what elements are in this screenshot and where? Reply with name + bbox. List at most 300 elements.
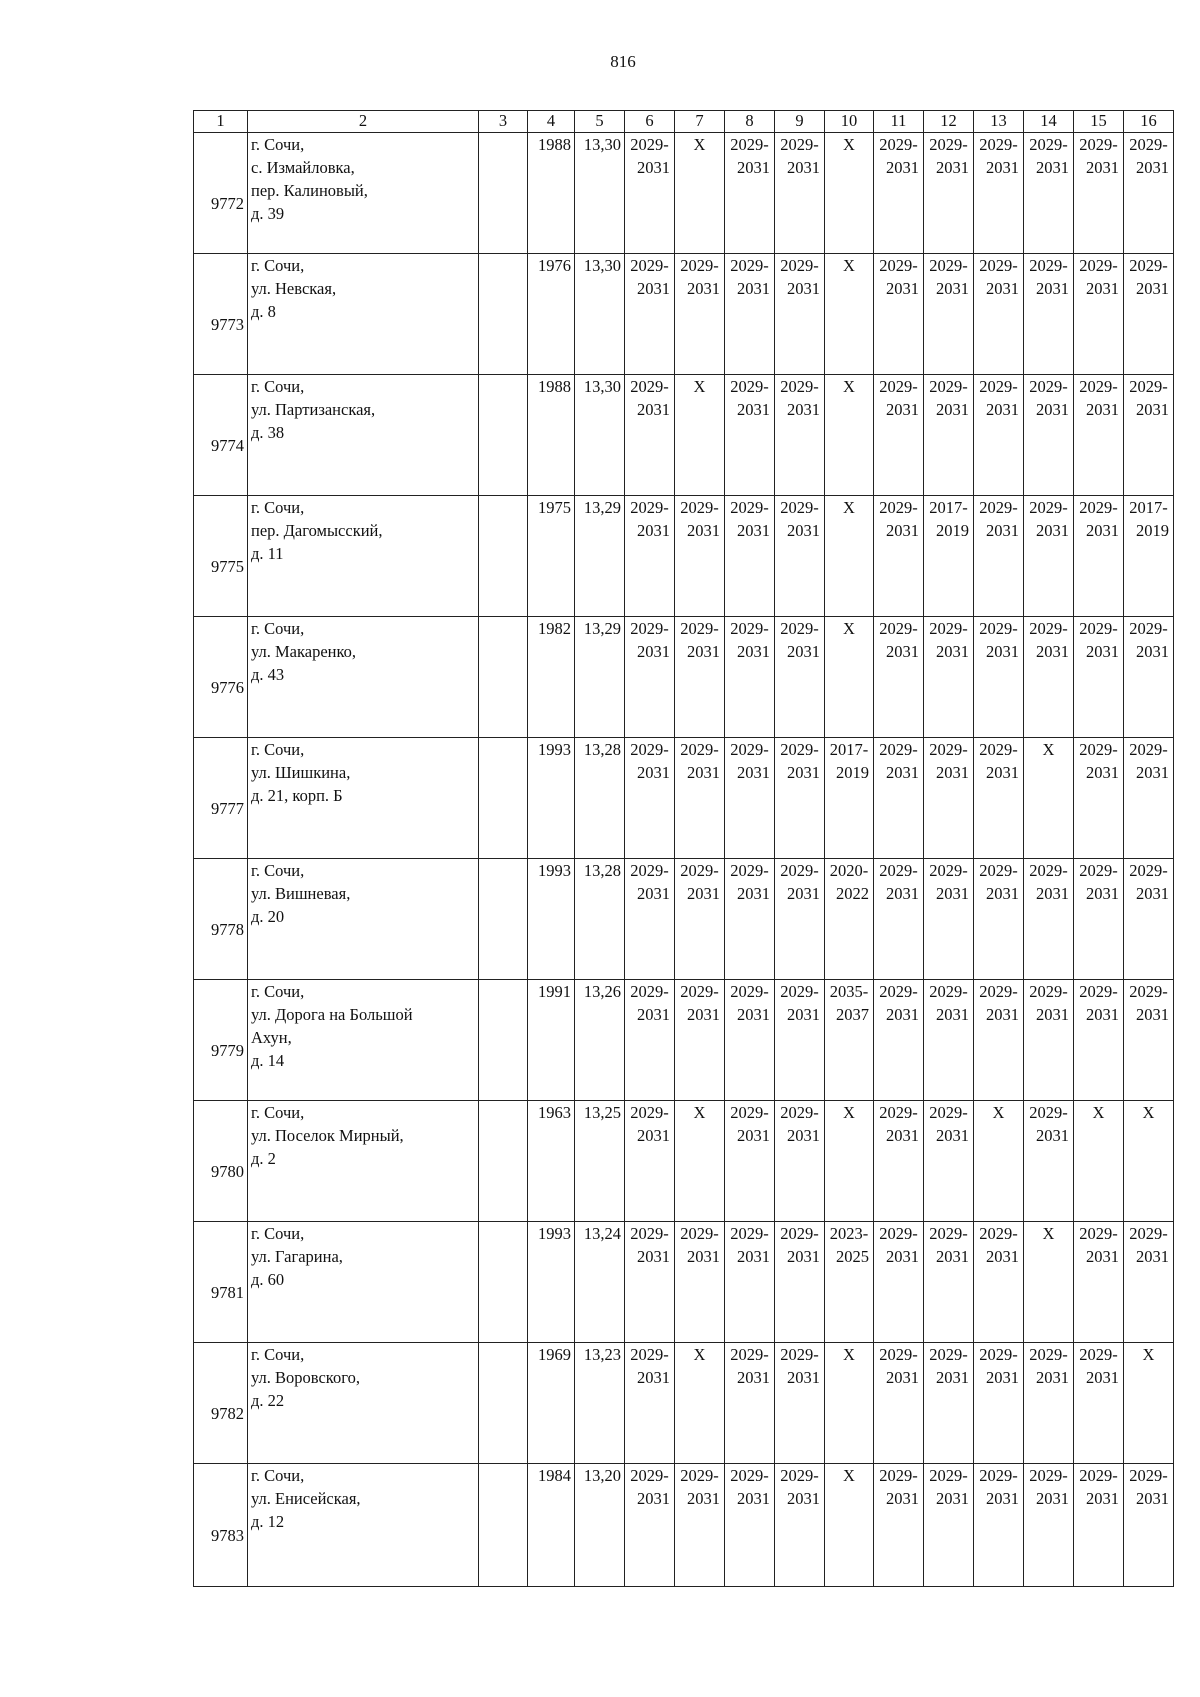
value-cell [575, 980, 625, 1101]
column-3-cell [479, 617, 528, 738]
period-line: 2031 [1036, 884, 1069, 903]
period-cell [725, 375, 775, 496]
period-line: 2029- [780, 1224, 819, 1243]
value-cell [575, 375, 625, 496]
period-cell [924, 1222, 974, 1343]
period-line: 2031 [936, 763, 969, 782]
period-line: 2029- [929, 135, 968, 154]
row-number: 9773 [211, 314, 244, 334]
period-line: 2029- [929, 1103, 968, 1122]
address-line: ул. Партизанская, [251, 400, 376, 419]
row-number: 9776 [211, 677, 244, 697]
period-line: 2029- [780, 619, 819, 638]
period-line: 2029- [630, 982, 669, 1001]
column-number-header-row [194, 111, 1174, 133]
period-line: X [1092, 1103, 1105, 1122]
table-row [194, 1222, 1174, 1343]
period-cell [675, 738, 725, 859]
period-line: 2029- [780, 135, 819, 154]
period-line: 2019 [836, 763, 869, 782]
address-line: д. 12 [251, 1512, 285, 1531]
address-line: г. Сочи, [251, 1103, 305, 1122]
period-line: 2029- [730, 619, 769, 638]
period-cell [974, 1464, 1024, 1587]
value-cell [575, 1222, 625, 1343]
period-line: 2031 [687, 1247, 720, 1266]
period-line: 2031 [1136, 279, 1169, 298]
numeric-value: 13,28 [583, 740, 621, 759]
period-line: 2031 [936, 158, 969, 177]
period-line: 2031 [737, 279, 770, 298]
year-value: 1988 [538, 135, 571, 154]
period-cell [1074, 254, 1124, 375]
address-line: ул. Гагарина, [251, 1247, 343, 1266]
period-line: 2029- [630, 1466, 669, 1485]
period-cell [625, 859, 675, 980]
period-line: 2031 [637, 884, 670, 903]
period-cell [874, 738, 924, 859]
period-line: 2029- [1029, 982, 1068, 1001]
period-line: 2029- [1029, 861, 1068, 880]
period-line: 2035- [829, 982, 869, 1001]
period-line: 2031 [787, 884, 820, 903]
period-line: 2031 [637, 279, 670, 298]
period-line: 2029- [630, 1103, 669, 1122]
numeric-value: 13,20 [583, 1466, 621, 1485]
period-line: 2029- [1079, 861, 1118, 880]
address-line: д. 38 [251, 423, 285, 442]
period-cell [675, 254, 725, 375]
period-line: 2029- [780, 1345, 819, 1364]
column-header: 15 [1074, 111, 1124, 133]
value-cell [575, 254, 625, 375]
table-row [194, 617, 1174, 738]
address-line: д. 22 [251, 1391, 285, 1410]
address-line: д. 43 [251, 665, 285, 684]
period-cell [1124, 1101, 1174, 1222]
period-cell [974, 738, 1024, 859]
address-cell [248, 254, 479, 375]
period-cell [725, 738, 775, 859]
period-line: 2031 [986, 279, 1019, 298]
address-line: г. Сочи, [251, 619, 305, 638]
column-header: 10 [825, 111, 874, 133]
period-line: 2029- [929, 1224, 968, 1243]
row-number: 9779 [211, 1040, 244, 1060]
period-line: 2031 [936, 1368, 969, 1387]
period-cell [725, 859, 775, 980]
numeric-value: 13,29 [583, 498, 621, 517]
period-cell [625, 254, 675, 375]
period-cell [874, 496, 924, 617]
period-line: 2029- [780, 740, 819, 759]
period-cell [1124, 254, 1174, 375]
address-line: ул. Енисейская, [251, 1489, 361, 1508]
period-line: 2029- [879, 740, 918, 759]
period-line: 2031 [637, 763, 670, 782]
period-line: 2029- [1079, 619, 1118, 638]
period-line: 2031 [886, 1005, 919, 1024]
housing-register-table [193, 110, 1174, 1587]
period-line: 2031 [637, 521, 670, 540]
table-row [194, 980, 1174, 1101]
period-line: 2031 [637, 400, 670, 419]
period-cell [874, 1222, 924, 1343]
row-number: 9780 [211, 1161, 244, 1181]
value-cell [575, 496, 625, 617]
period-line: 2031 [1086, 400, 1119, 419]
table-row [194, 1464, 1174, 1587]
period-cell [725, 496, 775, 617]
period-line: 2031 [886, 1126, 919, 1145]
address-line: д. 11 [251, 544, 284, 563]
period-cell [775, 375, 825, 496]
table-row [194, 133, 1174, 254]
address-line: г. Сочи, [251, 861, 305, 880]
address-line: ул. Макаренко, [251, 642, 357, 661]
address-line: ул. Поселок Мирный, [251, 1126, 404, 1145]
period-line: 2029- [1079, 982, 1118, 1001]
period-cell [1024, 1343, 1074, 1464]
period-line: 2029- [1029, 1103, 1068, 1122]
period-line: 2029- [929, 982, 968, 1001]
register-body [194, 133, 1174, 1587]
table-row [194, 496, 1174, 617]
period-line: 2031 [687, 884, 720, 903]
period-cell [625, 1101, 675, 1222]
period-cell [1024, 980, 1074, 1101]
period-cell [625, 738, 675, 859]
period-cell [775, 133, 825, 254]
period-line: 2031 [886, 884, 919, 903]
period-line: X [1042, 1224, 1055, 1243]
row-number: 9783 [211, 1525, 244, 1545]
period-line: 2031 [1036, 642, 1069, 661]
period-line: 2031 [1036, 400, 1069, 419]
period-line: 2029- [1029, 619, 1068, 638]
period-line: 2029- [630, 740, 669, 759]
period-line: 2029- [730, 861, 769, 880]
period-line: 2031 [1036, 1489, 1069, 1508]
column-3-cell [479, 133, 528, 254]
period-cell [974, 496, 1024, 617]
period-line: 2031 [886, 642, 919, 661]
period-cell [775, 496, 825, 617]
period-line: 2029- [1029, 135, 1068, 154]
period-line: 2031 [1036, 1126, 1069, 1145]
period-line: 2029- [680, 1466, 719, 1485]
row-number-cell [194, 1343, 248, 1464]
period-line: 2029- [1029, 377, 1068, 396]
period-line: 2029- [630, 135, 669, 154]
row-number-cell [194, 859, 248, 980]
column-header: 16 [1124, 111, 1174, 133]
period-line: 2029- [879, 982, 918, 1001]
period-line: 2019 [936, 521, 969, 540]
period-cell [1024, 496, 1074, 617]
period-line: 2029- [979, 1224, 1018, 1243]
period-line: 2029- [979, 982, 1018, 1001]
row-number: 9781 [211, 1282, 244, 1302]
period-line: 2029- [680, 256, 719, 275]
period-cell [825, 980, 874, 1101]
period-line: 2029- [730, 135, 769, 154]
period-line: 2029- [1079, 135, 1118, 154]
period-line: 2031 [1136, 400, 1169, 419]
period-line: 2029- [1079, 256, 1118, 275]
table-row [194, 254, 1174, 375]
table-row [194, 859, 1174, 980]
period-line: 2029- [730, 498, 769, 517]
row-number-cell [194, 738, 248, 859]
year-cell [528, 375, 575, 496]
period-cell [675, 859, 725, 980]
period-line: 2031 [886, 1247, 919, 1266]
period-line: 2029- [1129, 982, 1168, 1001]
period-line: 2031 [1086, 1005, 1119, 1024]
period-cell [974, 133, 1024, 254]
period-cell [675, 1464, 725, 1587]
period-line: 2031 [886, 158, 919, 177]
period-line: 2031 [1136, 1247, 1169, 1266]
period-line: 2031 [737, 1126, 770, 1145]
year-cell [528, 133, 575, 254]
period-line: 2031 [936, 884, 969, 903]
period-line: 2031 [787, 1005, 820, 1024]
year-cell [528, 254, 575, 375]
period-cell [974, 375, 1024, 496]
period-line: 2031 [787, 521, 820, 540]
period-line: 2031 [787, 1247, 820, 1266]
period-line: 2031 [737, 521, 770, 540]
period-cell [974, 980, 1024, 1101]
period-line: 2029- [630, 256, 669, 275]
period-line: 2037 [836, 1005, 869, 1024]
period-cell [1074, 496, 1124, 617]
period-line: 2029- [1079, 1345, 1118, 1364]
period-line: 2029- [929, 1345, 968, 1364]
period-cell [675, 1343, 725, 1464]
year-value: 1991 [538, 982, 571, 1001]
table-row [194, 1101, 1174, 1222]
column-3-cell [479, 859, 528, 980]
period-line: 2029- [680, 861, 719, 880]
column-3-cell [479, 375, 528, 496]
numeric-value: 13,28 [583, 861, 621, 880]
period-line: 2031 [737, 400, 770, 419]
period-cell [924, 254, 974, 375]
period-line: 2029- [879, 256, 918, 275]
period-line: 2031 [1086, 1489, 1119, 1508]
period-line: 2031 [1136, 884, 1169, 903]
period-cell [775, 617, 825, 738]
period-cell [924, 859, 974, 980]
period-line: 2029- [730, 377, 769, 396]
period-line: 2017- [1129, 498, 1168, 517]
row-number: 9778 [211, 919, 244, 939]
value-cell [575, 1343, 625, 1464]
period-cell [924, 980, 974, 1101]
period-line: 2019 [1136, 521, 1169, 540]
period-cell [675, 375, 725, 496]
period-line: 2029- [979, 740, 1018, 759]
period-cell [924, 496, 974, 617]
period-line: 2029- [1129, 135, 1168, 154]
period-line: 2029- [879, 135, 918, 154]
period-line: 2029- [979, 135, 1018, 154]
period-line: 2031 [886, 1368, 919, 1387]
period-line: 2031 [737, 1247, 770, 1266]
value-cell [575, 738, 625, 859]
period-cell [1124, 859, 1174, 980]
table-row [194, 375, 1174, 496]
period-cell [625, 133, 675, 254]
row-number-cell [194, 496, 248, 617]
period-line: 2031 [986, 158, 1019, 177]
numeric-value: 13,30 [583, 377, 621, 396]
year-value: 1988 [538, 377, 571, 396]
period-line: 2029- [1129, 619, 1168, 638]
period-line: 2031 [787, 1489, 820, 1508]
address-line: д. 60 [251, 1270, 285, 1289]
numeric-value: 13,23 [583, 1345, 621, 1364]
period-line: 2031 [886, 400, 919, 419]
period-cell [974, 1343, 1024, 1464]
row-number: 9772 [211, 193, 244, 213]
period-line: 2031 [637, 1005, 670, 1024]
period-line: 2017- [929, 498, 968, 517]
period-line: 2029- [730, 1345, 769, 1364]
period-line: 2029- [680, 1224, 719, 1243]
year-cell [528, 1101, 575, 1222]
period-cell [675, 496, 725, 617]
period-line: 2029- [630, 861, 669, 880]
period-line: 2031 [936, 279, 969, 298]
address-line: г. Сочи, [251, 740, 305, 759]
numeric-value: 13,30 [583, 256, 621, 275]
period-line: 2031 [737, 884, 770, 903]
period-line: 2029- [929, 861, 968, 880]
period-cell [924, 1343, 974, 1464]
column-3-cell [479, 980, 528, 1101]
period-cell [1124, 617, 1174, 738]
period-cell [1074, 1222, 1124, 1343]
period-line: X [843, 135, 855, 154]
period-line: 2031 [1136, 1005, 1169, 1024]
row-number: 9775 [211, 556, 244, 576]
period-line: 2029- [879, 1224, 918, 1243]
column-header: 4 [528, 111, 575, 133]
value-cell [575, 1464, 625, 1587]
year-value: 1993 [538, 740, 571, 759]
address-cell [248, 375, 479, 496]
period-line: 2022 [836, 884, 869, 903]
period-cell [924, 133, 974, 254]
column-header: 3 [479, 111, 528, 133]
period-line: 2029- [780, 861, 819, 880]
period-line: X [693, 1345, 706, 1364]
period-line: 2031 [637, 1489, 670, 1508]
address-cell [248, 738, 479, 859]
year-value: 1984 [538, 1466, 571, 1485]
year-cell [528, 1222, 575, 1343]
period-line: 2031 [737, 642, 770, 661]
period-cell [625, 980, 675, 1101]
period-line: 2029- [979, 1466, 1018, 1485]
period-cell [825, 1101, 874, 1222]
period-line: 2029- [879, 861, 918, 880]
period-line: 2031 [787, 763, 820, 782]
period-cell [1124, 496, 1174, 617]
period-cell [1074, 375, 1124, 496]
period-cell [1074, 738, 1124, 859]
period-line: 2029- [680, 740, 719, 759]
row-number-cell [194, 1464, 248, 1587]
address-line: ул. Воровского, [251, 1368, 360, 1387]
period-cell [974, 859, 1024, 980]
period-cell [1074, 859, 1124, 980]
period-cell [1124, 738, 1174, 859]
row-number: 9774 [211, 435, 244, 455]
address-line: г. Сочи, [251, 982, 305, 1001]
period-cell [1074, 1343, 1124, 1464]
period-cell [825, 254, 874, 375]
period-line: 2031 [1036, 158, 1069, 177]
row-number: 9782 [211, 1403, 244, 1423]
period-line: 2029- [979, 256, 1018, 275]
period-line: 2031 [1086, 521, 1119, 540]
period-line: 2031 [687, 1005, 720, 1024]
period-line: 2031 [1136, 158, 1169, 177]
period-line: 2031 [787, 279, 820, 298]
address-cell [248, 1101, 479, 1222]
period-line: 2031 [986, 1489, 1019, 1508]
period-line: 2029- [1079, 498, 1118, 517]
period-cell [725, 1222, 775, 1343]
period-line: X [693, 135, 706, 154]
address-cell [248, 1343, 479, 1464]
period-cell [725, 980, 775, 1101]
period-cell [775, 254, 825, 375]
period-line: 2029- [680, 619, 719, 638]
period-line: 2029- [929, 1466, 968, 1485]
period-line: 2031 [737, 1368, 770, 1387]
address-line: ул. Невская, [251, 279, 337, 298]
address-line: пер. Калиновый, [251, 181, 368, 200]
address-line: ул. Вишневая, [251, 884, 351, 903]
column-3-cell [479, 496, 528, 617]
year-value: 1963 [538, 1103, 571, 1122]
period-line: 2029- [979, 1345, 1018, 1364]
period-line: 2029- [1129, 256, 1168, 275]
address-line: г. Сочи, [251, 1466, 305, 1485]
period-cell [874, 1101, 924, 1222]
period-cell [924, 617, 974, 738]
period-line: 2029- [1129, 740, 1168, 759]
row-number-cell [194, 1101, 248, 1222]
period-cell [874, 254, 924, 375]
period-line: 2029- [630, 1224, 669, 1243]
period-line: 2029- [879, 1466, 918, 1485]
year-value: 1993 [538, 861, 571, 880]
period-cell [725, 1343, 775, 1464]
period-cell [825, 496, 874, 617]
table-row [194, 1343, 1174, 1464]
address-line: д. 21, корп. Б [251, 786, 343, 805]
year-cell [528, 1464, 575, 1587]
period-cell [974, 254, 1024, 375]
period-cell [725, 1101, 775, 1222]
